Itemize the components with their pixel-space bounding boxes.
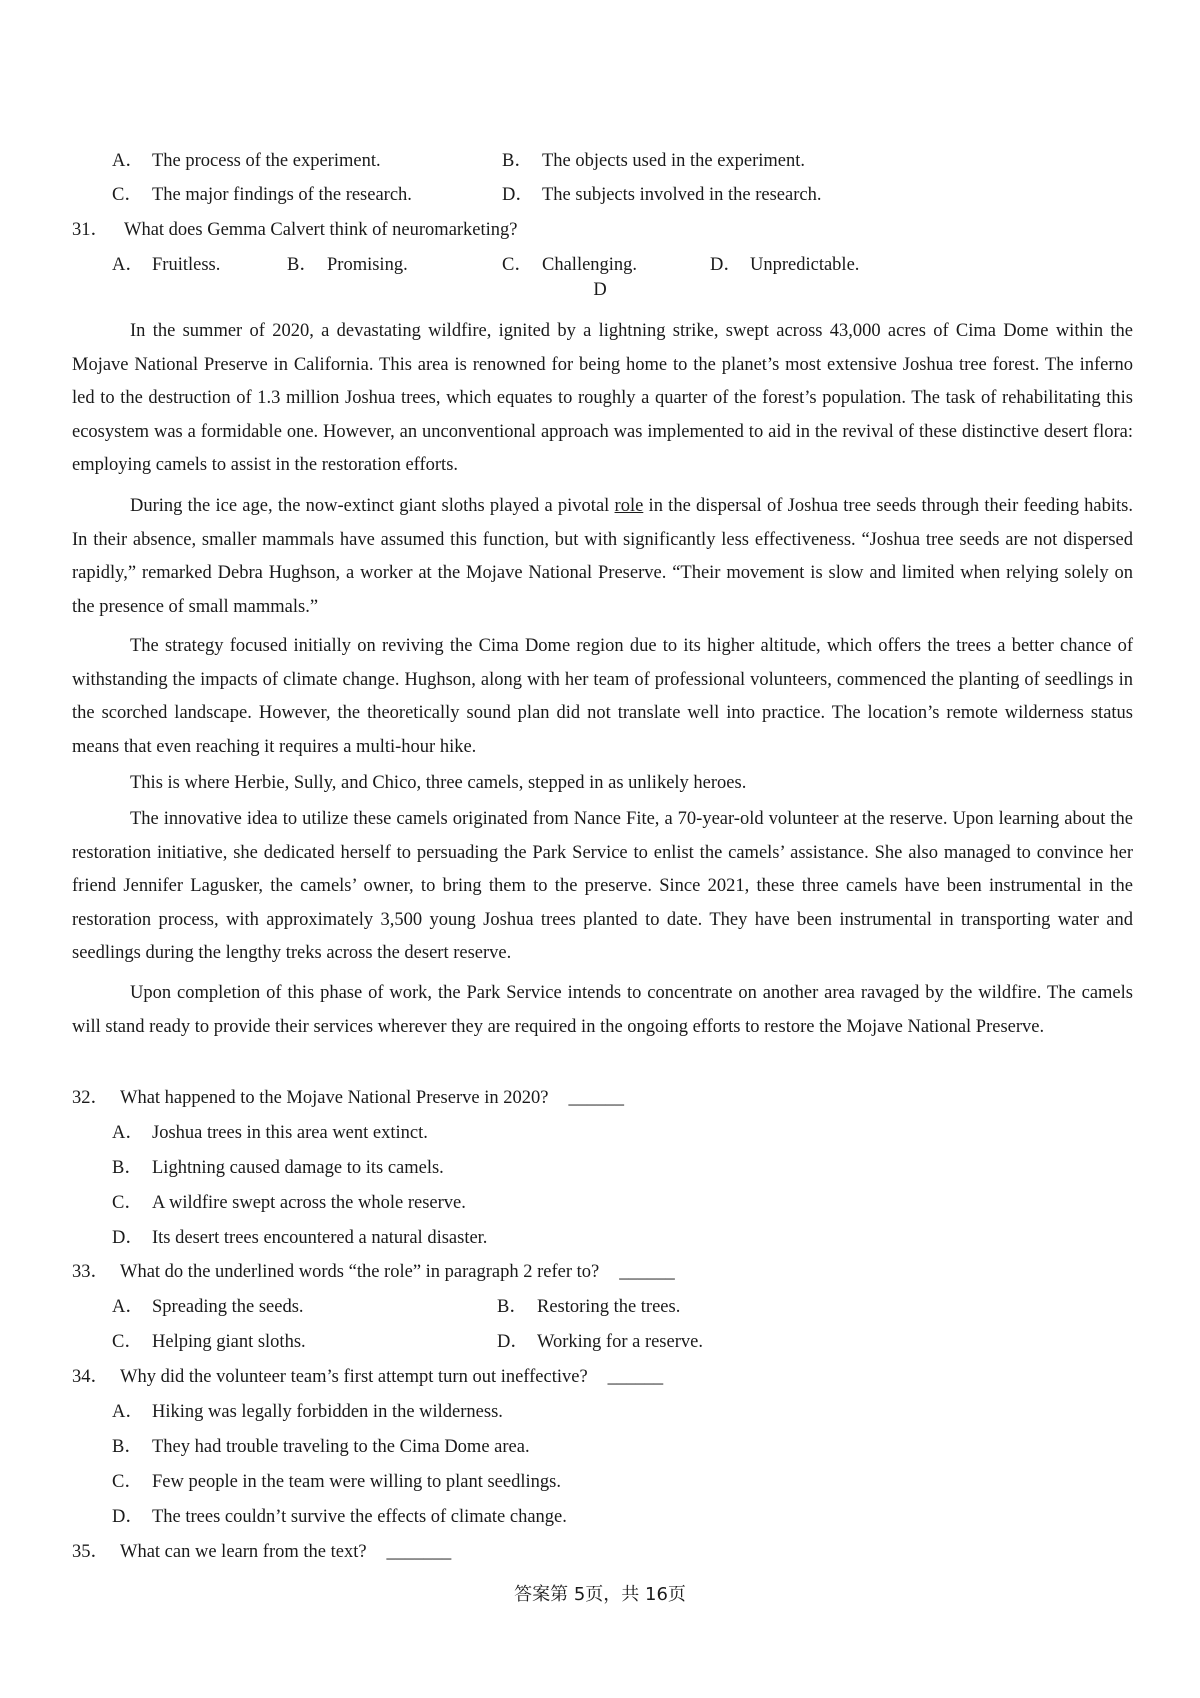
option-text: Lightning caused damage to its camels. <box>152 1158 444 1178</box>
option-text: Hiking was legally forbidden in the wilderness. <box>152 1402 503 1422</box>
option-text: Joshua trees in this area went extinct. <box>152 1123 428 1143</box>
option-text: They had trouble traveling to the Cima Dome area. <box>152 1437 530 1457</box>
q30-option-a <box>112 146 381 172</box>
option-text: Few people in the team were willing to plant seedlings. <box>152 1472 561 1492</box>
question-32 <box>72 1083 624 1109</box>
option-letter: B． <box>287 255 318 275</box>
q33-option-b <box>497 1292 680 1318</box>
q34-option-b <box>112 1432 530 1458</box>
paragraph-text: During the ice age, the now-extinct giant sloths played a pivotal <box>130 496 615 516</box>
q33-option-d <box>497 1327 703 1353</box>
passage-paragraph-5: The innovative idea to utilize these camels originated from Nance Fite, a 70-year-old volunteer at the reserve. Upon learning about the restoration initiative, she dedicated herself to persuading the Park Service to enlist the camels’ assistance. She also managed to convince her friend Jennifer Lagusker, the camels’ owner, to bring them to the preserve. Since 2021, these three camels have been instrumental in the restoration process, with approximately 3,500 young Joshua trees planted to date. They have been instrumental in transporting water and seedlings during the lengthy treks across the desert reserve. <box>72 809 1133 963</box>
q30-option-c <box>112 180 412 206</box>
option-letter: B． <box>497 1297 528 1317</box>
option-text: Fruitless. <box>152 255 221 275</box>
passage-paragraph-3: The strategy focused initially on reviving the Cima Dome region due to its higher altitude, which offers the trees a better chance of withstanding the impacts of climate change. Hughson, along with her team of professional volunteers, commenced the planting of seedlings in the scorched landscape. However, the theoretically sound plan did not translate well into practice. The location’s remote wilderness status means that even reaching it requires a multi-hour hike. <box>72 636 1133 757</box>
option-letter: D． <box>112 1228 144 1248</box>
q34-option-d <box>112 1502 567 1528</box>
q31-option-c <box>502 250 637 276</box>
answer-blank: ______ <box>568 1088 624 1108</box>
q33-option-c <box>112 1327 306 1353</box>
option-letter: A． <box>112 255 144 275</box>
option-text: The trees couldn’t survive the effects of climate change. <box>152 1507 567 1527</box>
q32-option-b <box>112 1153 444 1179</box>
option-text: Challenging. <box>542 255 638 275</box>
option-letter: D． <box>710 255 742 275</box>
question-35 <box>72 1537 451 1563</box>
q33-option-a <box>112 1292 304 1318</box>
page-footer: 答案第 5页，共 16页 <box>514 1584 686 1605</box>
option-letter: C． <box>112 1332 143 1352</box>
option-text: The process of the experiment. <box>152 151 381 171</box>
q30-option-b <box>502 146 805 172</box>
q32-option-d <box>112 1223 487 1249</box>
option-text: Working for a reserve. <box>537 1332 703 1352</box>
question-stem: What do the underlined words “the role” in paragraph 2 refer to? <box>120 1262 600 1282</box>
paragraph-text: in the dispersal of Joshua tree seeds through their feeding habits. In their absence, smaller mammals have assumed this function, but with significantly less effectiveness. “Joshua tree seeds are not dispersed rapidly,” remarked Debra Hughson, a worker at the Mojave National Preserve. “Their movement is slow and limited when relying solely on the presence of small mammals.” <box>72 496 1133 617</box>
option-text: Its desert trees encountered a natural disaster. <box>152 1228 488 1248</box>
option-letter: D． <box>112 1507 144 1527</box>
question-number: 34． <box>72 1367 110 1387</box>
option-letter: D． <box>502 185 534 205</box>
q31-option-b <box>287 250 408 276</box>
option-letter: B． <box>502 151 533 171</box>
option-letter: C． <box>502 255 533 275</box>
option-letter: D． <box>497 1332 529 1352</box>
option-text: The objects used in the experiment. <box>542 151 806 171</box>
answer-blank: ______ <box>619 1262 675 1282</box>
question-31 <box>72 215 518 241</box>
option-letter: C． <box>112 185 143 205</box>
question-number: 33． <box>72 1262 110 1282</box>
passage-paragraph-2 <box>72 490 1133 624</box>
question-34 <box>72 1362 663 1388</box>
option-text: A wildfire swept across the whole reserve. <box>152 1193 466 1213</box>
option-letter: A． <box>112 1402 144 1422</box>
option-text: Promising. <box>327 255 408 275</box>
q31-option-a <box>112 250 220 276</box>
option-text: The major findings of the research. <box>152 185 412 205</box>
question-stem: What does Gemma Calvert think of neuromarketing? <box>124 220 518 240</box>
question-stem: What can we learn from the text? <box>120 1542 367 1562</box>
option-letter: C． <box>112 1472 143 1492</box>
question-stem: What happened to the Mojave National Preserve in 2020? <box>120 1088 549 1108</box>
answer-blank: _______ <box>386 1542 452 1562</box>
option-text: Unpredictable. <box>750 255 860 275</box>
q31-option-d <box>710 250 859 276</box>
passage-paragraph-4: This is where Herbie, Sully, and Chico, three camels, stepped in as unlikely heroes. <box>130 773 747 793</box>
q32-option-c <box>112 1188 466 1214</box>
q32-option-a <box>112 1118 428 1144</box>
option-letter: B． <box>112 1158 143 1178</box>
section-label: D <box>593 280 607 300</box>
option-text: The subjects involved in the research. <box>542 185 822 205</box>
question-stem: Why did the volunteer team’s first attempt turn out ineffective? <box>120 1367 588 1387</box>
question-number: 35． <box>72 1542 110 1562</box>
option-letter: B． <box>112 1437 143 1457</box>
option-text: Spreading the seeds. <box>152 1297 304 1317</box>
option-letter: A． <box>112 1123 144 1143</box>
passage-paragraph-6: Upon completion of this phase of work, the Park Service intends to concentrate on another area ravaged by the wildfire. The camels will stand ready to provide their services wherever they are required in the ongoing efforts to restore the Mojave National Preserve. <box>72 983 1133 1037</box>
q30-option-d <box>502 180 821 206</box>
option-text: Helping giant sloths. <box>152 1332 306 1352</box>
option-letter: A． <box>112 151 144 171</box>
q34-option-c <box>112 1467 561 1493</box>
underlined-word: role <box>614 496 644 516</box>
q34-option-a <box>112 1397 503 1423</box>
option-letter: A． <box>112 1297 144 1317</box>
answer-blank: ______ <box>607 1367 664 1387</box>
question-number: 32． <box>72 1088 110 1108</box>
question-33 <box>72 1257 675 1283</box>
question-number: 31． <box>72 220 110 240</box>
option-text: Restoring the trees. <box>537 1297 681 1317</box>
passage-paragraph-1: In the summer of 2020, a devastating wildfire, ignited by a lightning strike, swept across 43,000 acres of Cima Dome within the Mojave National Preserve in California. This area is renowned for being home to the planet’s most extensive Joshua tree forest. The inferno led to the destruction of 1.3 million Joshua trees, which equates to roughly a quarter of the forest’s population. The task of rehabilitating this ecosystem was a formidable one. However, an unconventional approach was implemented to aid in the revival of these distinctive desert flora: employing camels to assist in the restoration efforts. <box>72 321 1133 475</box>
option-letter: C． <box>112 1193 143 1213</box>
